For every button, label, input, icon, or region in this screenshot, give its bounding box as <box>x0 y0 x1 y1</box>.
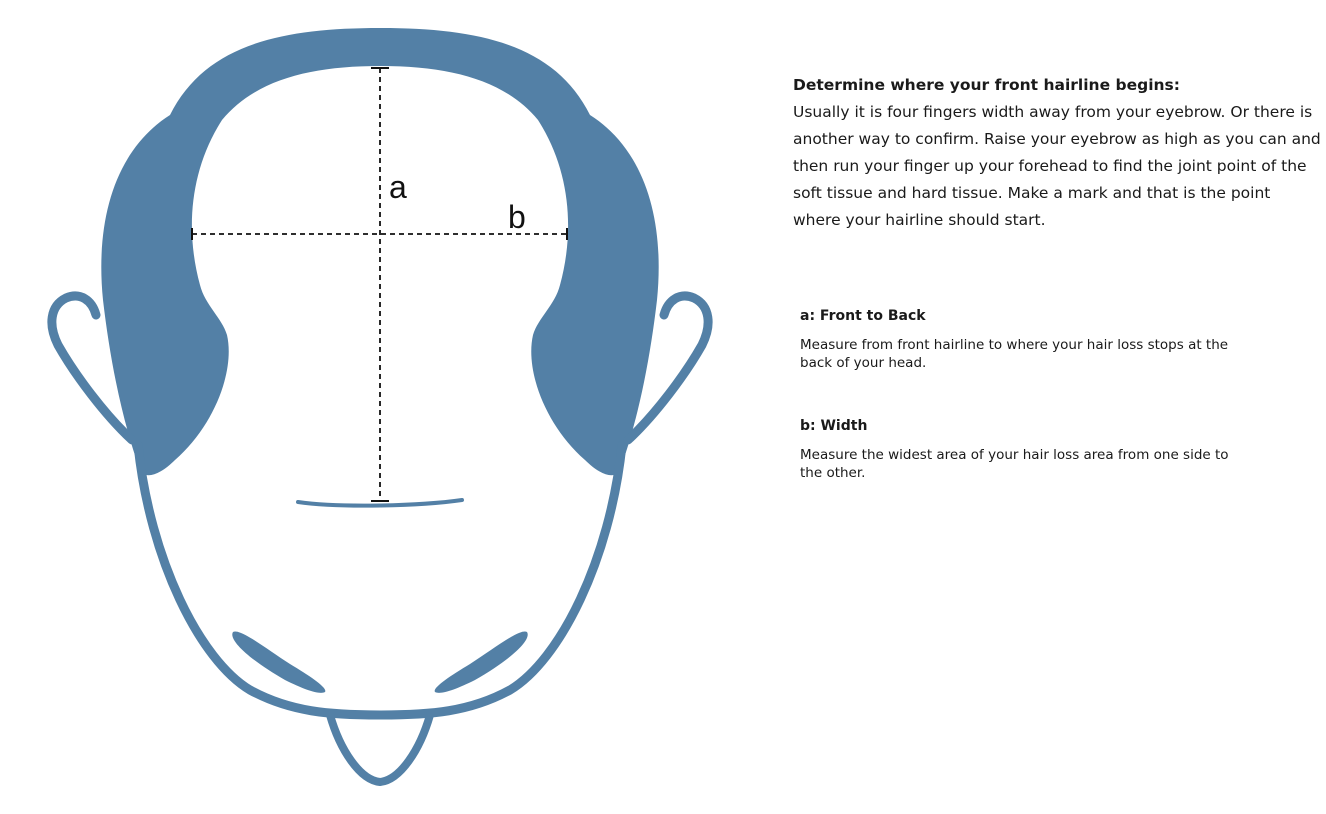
legend-item-b <box>800 416 1230 482</box>
label-b: b <box>508 199 526 235</box>
label-a: a <box>389 169 407 205</box>
hairline-instructions <box>793 72 1321 234</box>
instructions-body: Usually it is four fingers width away from your eyebrow. Or there is another way to confirm. Raise your eyebrow as high as you can and then run your finger up your forehead to find the joint point of the soft tissue and hard tissue. Make a mark and that is the point where your hairline should start. <box>793 103 1321 229</box>
legend-b-heading: b: Width <box>800 418 868 434</box>
legend-a-description: Measure from front hairline to where your hair loss stops at the back of your head. <box>800 337 1229 371</box>
legend-item-a <box>800 306 1230 372</box>
chin <box>330 715 430 782</box>
legend-b-description: Measure the widest area of your hair loss area from one side to the other. <box>800 447 1229 481</box>
legend-a-heading: a: Front to Back <box>800 308 926 324</box>
instructions-title: Determine where your front hairline begins: <box>793 76 1180 94</box>
